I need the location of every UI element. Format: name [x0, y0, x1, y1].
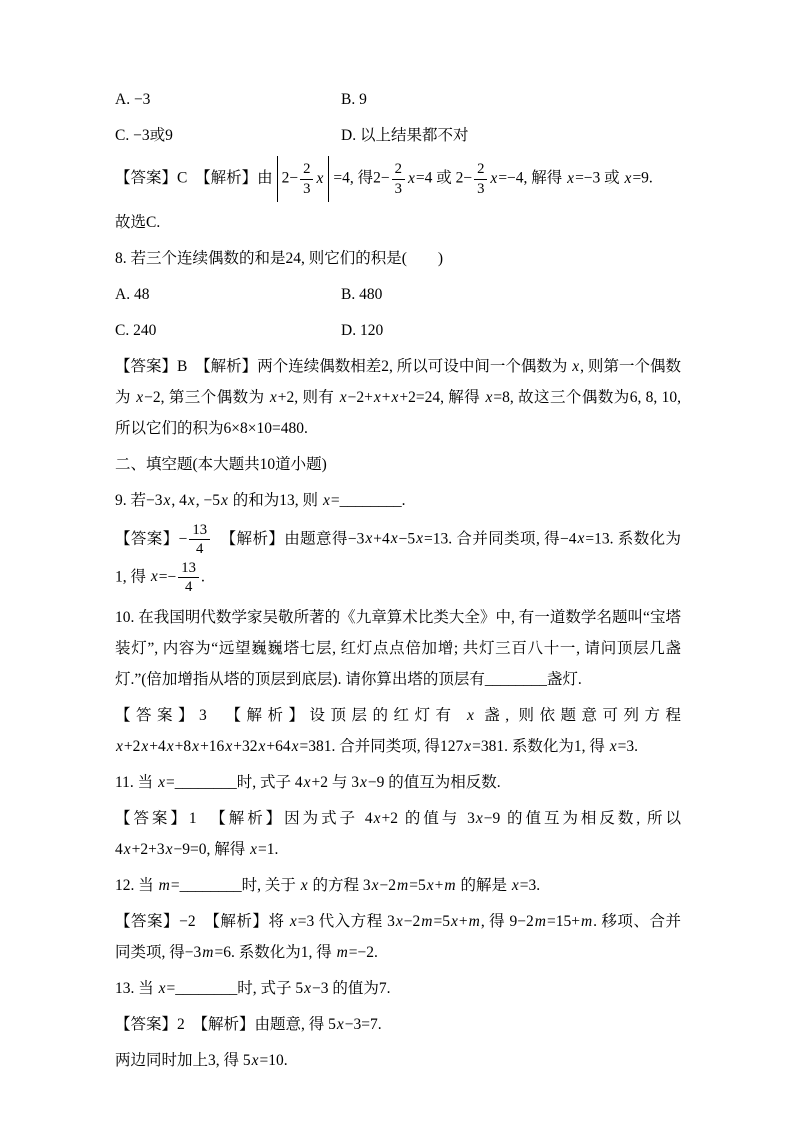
math-variable: x	[464, 737, 472, 755]
math-variable: x	[395, 912, 403, 930]
section-header-fill-in-blanks: 二、填空题(本大题共10道小题)	[115, 456, 327, 473]
q7-options-row-ab	[115, 84, 681, 115]
fraction: $\frac{13}{4}$	[178, 559, 199, 597]
math-variable: x	[390, 530, 398, 548]
math-variable: x	[511, 876, 519, 894]
math-variable: x	[136, 389, 144, 406]
q7-options-row-cd	[115, 120, 681, 151]
math-variable: x	[116, 737, 123, 755]
math-variable: m	[397, 876, 409, 894]
question-8: 8. 若三个连续偶数的和是24, 则它们的积是( )	[115, 250, 444, 267]
math-variable: x	[450, 912, 458, 930]
q8-option-d: D. 120	[341, 322, 384, 339]
math-variable: x	[165, 840, 173, 858]
math-variable: x	[322, 492, 330, 509]
math-variable: x	[187, 492, 195, 509]
fraction: $\frac{2}{3}$	[474, 160, 487, 198]
q8-answer-paragraph: 【答案】B 【解析】两个连续偶数相差2, 所以可设中间一个偶数为 x, 则第一个偶数为 x−2, 第三个偶数为 x+2, 则有 x−2+x+x+2=24, 解得 x=8, 故这三个偶数为6, 8, 10, 所以它们的积为6×8×10=480.	[115, 358, 681, 437]
math-variable: m	[202, 943, 214, 961]
math-variable: x	[225, 737, 233, 755]
math-variable: x	[426, 876, 434, 894]
math-variable: x	[359, 773, 367, 791]
math-variable: x	[567, 169, 575, 187]
fraction: $\frac{2}{3}$	[300, 160, 313, 198]
math-variable: x	[123, 840, 131, 858]
q9-answer-paragraph: 【答案】− $\frac{13}{4}$ 【解析】由题意得−3x+4x−5x=13. 合并同类项, 得−4x=13. 系数化为1, 得 x=− $\frac{13}{4}$ .	[115, 522, 681, 596]
math-variable: x	[251, 1051, 259, 1069]
math-variable: x	[150, 568, 158, 586]
math-variable: x	[303, 773, 311, 791]
q7-conclusion: 故选C.	[115, 214, 161, 231]
absolute-value-bar	[277, 156, 278, 202]
math-variable: x	[166, 737, 174, 755]
q11-answer-paragraph: 【答案】1 【解析】因为式子 4x+2 的值与 3x−9 的值互为相反数, 所以 4x+2+3x−9=0, 解得 x=1.	[115, 809, 681, 858]
math-variable: x	[624, 169, 632, 187]
math-variable: x	[490, 169, 498, 187]
q8-option-a: A. 48	[115, 286, 150, 303]
math-variable: x	[300, 876, 308, 894]
fraction: $\frac{2}{3}$	[392, 160, 405, 198]
math-variable: x	[158, 979, 166, 997]
question-13: 13. 当 x=________时, 式子 5x−3 的值为7.	[115, 979, 391, 997]
math-variable: x	[407, 169, 415, 187]
absolute-value-bar	[328, 156, 329, 202]
math-variable: x	[371, 876, 379, 894]
question-11: 11. 当 x=________时, 式子 4x+2 与 3x−9 的值互为相反数.	[115, 773, 501, 791]
math-variable: x	[304, 979, 312, 997]
math-variable: x	[609, 737, 617, 755]
math-variable: x	[316, 169, 324, 187]
math-variable: m	[444, 876, 456, 894]
q7-option-a: A. −3	[115, 91, 151, 108]
q7-option-c: C. −3或9	[115, 127, 173, 144]
q8-options-row-ab	[115, 279, 681, 310]
math-variable: x	[291, 737, 299, 755]
math-variable: x	[336, 1015, 344, 1033]
math-variable: m	[580, 912, 593, 930]
q13-solution-step: 两边同时加上3, 得 5x=10.	[115, 1051, 288, 1069]
math-variable: x	[269, 389, 277, 406]
fraction: $\frac{13}{4}$	[189, 521, 210, 559]
math-variable: m	[468, 912, 480, 930]
question-10: 10. 在我国明代数学家吴敬所著的《九章算术比类大全》中, 有一道数学名题叫“宝塔装灯”, 内容为“远望巍巍塔七层, 红灯点点倍加增; 共灯三百八十一, 请问顶层几盏灯.”(倍加增指从塔的顶层到底层). 请你算出塔的顶层有________盏灯.	[115, 608, 681, 688]
q8-option-b: B. 480	[341, 286, 383, 303]
q7-option-d: D. 以上结果都不对	[341, 127, 469, 144]
math-variable: x	[250, 840, 258, 858]
math-variable: x	[577, 530, 585, 548]
math-variable: x	[475, 809, 483, 827]
math-variable: x	[416, 530, 424, 548]
question-12: 12. 当 m=________时, 关于 x 的方程 3x−2m=5x+m 的解是 x=3.	[115, 876, 541, 894]
math-variable: x	[365, 530, 373, 548]
question-9: 9. 若−3x, 4x, −5x 的和为13, 则 x=________.	[115, 492, 406, 509]
math-variable: x	[221, 492, 228, 509]
math-variable: x	[158, 773, 165, 791]
math-variable: m	[534, 912, 546, 930]
math-variable: x	[572, 358, 580, 375]
math-variable: x	[466, 706, 474, 724]
math-variable: x	[141, 737, 149, 755]
math-variable: x	[192, 737, 200, 755]
math-variable: x	[391, 389, 399, 406]
math-variable: x	[485, 389, 493, 406]
q12-answer-paragraph: 【答案】−2 【解析】将 x=3 代入方程 3x−2m=5x+m, 得 9−2m=15+m. 移项、合并同类项, 得−3m=6. 系数化为1, 得 m=−2.	[115, 912, 681, 961]
math-variable: x	[258, 737, 266, 755]
q8-options-row-cd	[115, 315, 681, 346]
math-variable: x	[163, 492, 171, 509]
math-variable: x	[289, 912, 297, 930]
q7-option-b: B. 9	[341, 91, 367, 108]
q13-answer-paragraph: 【答案】2 【解析】由题意, 得 5x−3=7.	[115, 1015, 382, 1033]
math-variable: m	[421, 912, 433, 930]
math-variable: x	[373, 809, 381, 827]
q7-answer-paragraph: 【答案】C 【解析】由 2− $\frac{2}{3}$ x =4, 得2− $\frac{2}{3}$ x=4 或 2− $\frac{2}{3}$ x=−4, 解得 x=−3 或 x=9.	[115, 156, 681, 202]
math-variable: m	[336, 943, 348, 961]
math-variable: m	[158, 876, 170, 894]
math-variable: x	[339, 389, 347, 406]
math-variable: x	[373, 389, 381, 406]
q8-option-c: C. 240	[115, 322, 157, 339]
q10-answer-paragraph: 【答案】3 【解析】设顶层的红灯有 x 盏, 则依题意可列方程 x+2x+4x+8x+16x+32x+64x=381. 合并同类项, 得127x=381. 系数化为1, 得 x=3.	[115, 706, 681, 755]
